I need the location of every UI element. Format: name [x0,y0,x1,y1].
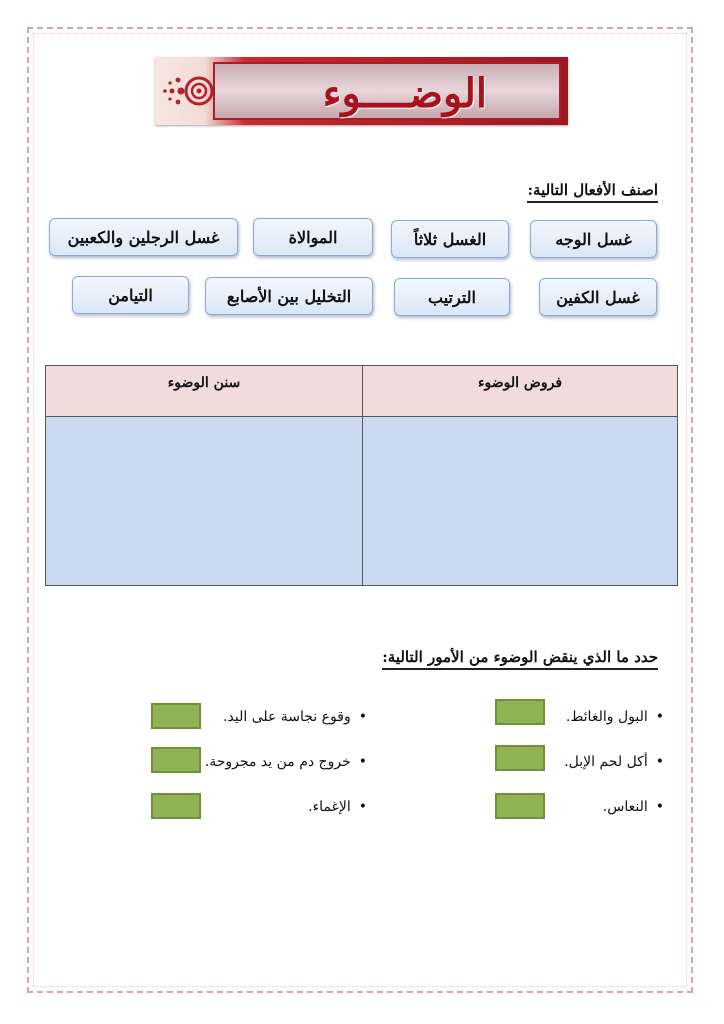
classification-table [45,365,678,586]
chip-wash-hands[interactable]: غسل الكفين [539,278,657,316]
header-sunnah: سنن الوضوء [46,366,362,417]
ornament-icon [159,65,213,117]
list-item: •أكل لحم الإبل. [564,754,664,770]
nullifiers-question: حدد ما الذي ينقض الوضوء من الأمور التالية: [382,648,658,670]
list-item: •النعاس. [602,799,664,815]
answer-box[interactable] [495,745,545,771]
answer-box[interactable] [151,703,201,729]
answer-box[interactable] [151,793,201,819]
title-panel [213,62,561,120]
list-item: •البول والغائط. [565,709,664,725]
chip-wash-feet[interactable]: غسل الرجلين والكعبين [49,218,238,256]
classify-question: اصنف الأفعال التالية: [527,181,658,203]
chip-wash-thrice[interactable]: الغسل ثلاثاً [391,220,509,258]
page-title: الوضــــوء [322,70,487,117]
cell-obligatory[interactable] [363,417,677,585]
cell-sunnah[interactable] [46,417,362,585]
answer-box[interactable] [495,699,545,725]
list-item: •الإغماء. [308,799,367,815]
chip-order[interactable]: الترتيب [394,278,510,316]
chip-fingers[interactable]: التخليل بين الأصابع [205,277,373,315]
chip-continuity[interactable]: الموالاة [253,218,373,256]
column-divider [362,366,363,585]
answer-box[interactable] [495,793,545,819]
list-item: •خروج دم من يد مجروحة. [204,754,367,770]
list-item: •وقوع نجاسة على اليد. [223,709,367,725]
chip-wash-face[interactable]: غسل الوجه [530,220,657,258]
title-banner [155,57,568,125]
chip-right-first[interactable]: التيامن [72,276,189,314]
answer-box[interactable] [151,747,201,773]
header-obligatory: فروض الوضوء [363,366,677,417]
